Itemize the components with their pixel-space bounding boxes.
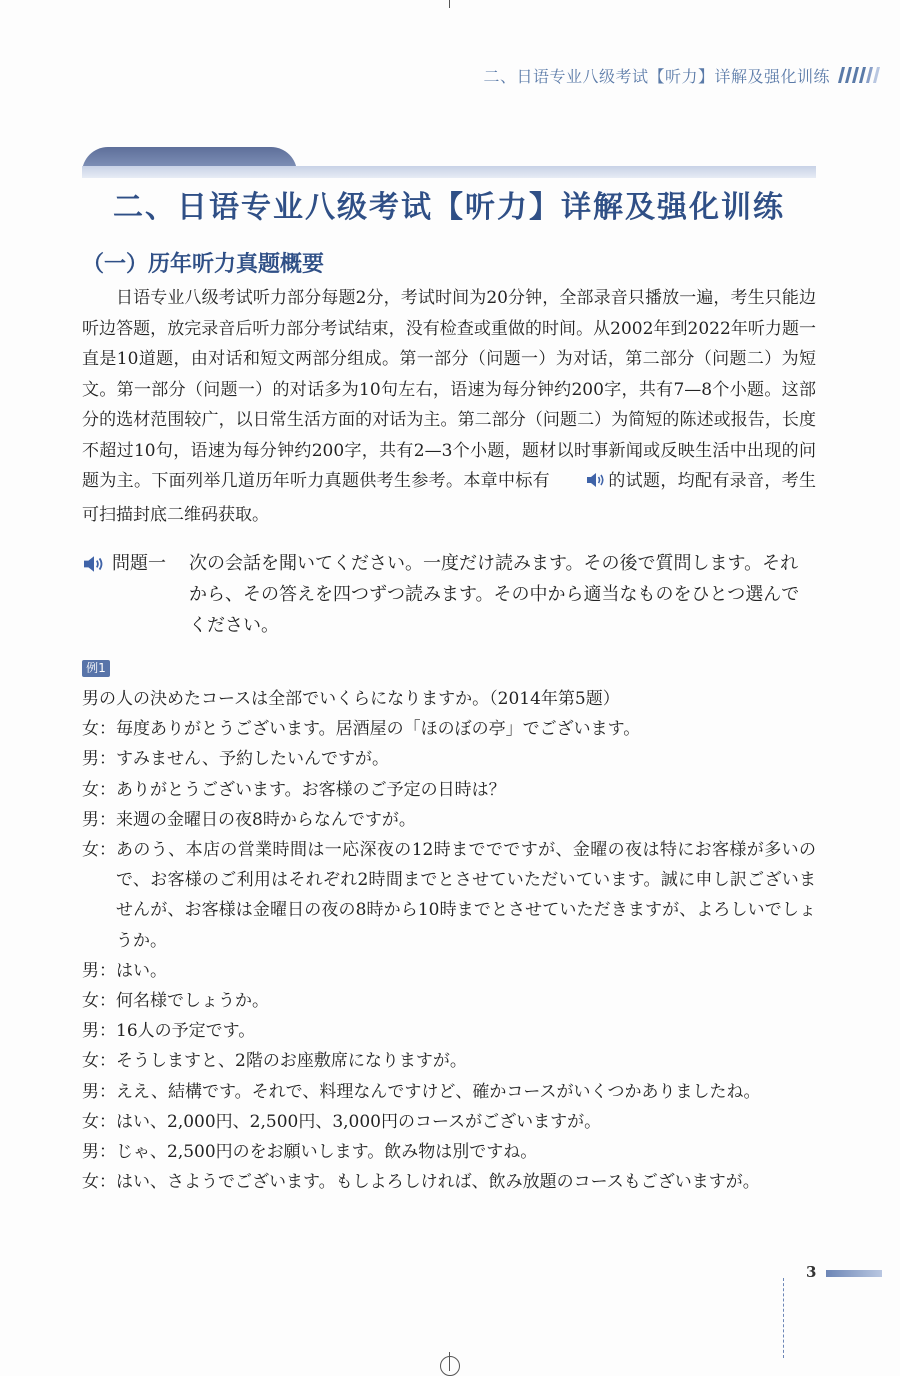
speaker-label: 女： [82, 1111, 116, 1132]
speaker-label: 女： [82, 1051, 116, 1072]
mondai-label: 問題一 [112, 553, 166, 574]
dialogue-line [82, 986, 816, 1016]
speaker-label: 女： [82, 1172, 116, 1193]
speaker-label: 男： [82, 960, 116, 981]
margin-dashed-line [783, 1278, 784, 1358]
speaker-label: 女： [82, 719, 116, 740]
dialogue-line [82, 1167, 816, 1197]
dialogue-line [82, 805, 816, 835]
speaker-label: 女： [82, 991, 116, 1012]
utterance: 毎度ありがとうございます。居酒屋の「ほのぼの亭」でございます。 [116, 719, 641, 740]
title-banner-rule [82, 166, 816, 178]
running-header: 二、日语专业八级考试【听力】详解及强化训练 [483, 67, 830, 86]
speaker-icon [552, 469, 606, 500]
utterance: はい、さようでございます。もしよろしければ、飲み放題のコースもございますが。 [116, 1172, 760, 1193]
dialogue-line [82, 1137, 816, 1167]
dialogue [82, 684, 816, 1197]
utterance: 来週の金曜日の夜8時からなんですが。 [116, 809, 416, 830]
speaker-label: 女： [82, 840, 116, 861]
utterance: ありがとうございます。お客様のご予定の日時は？ [116, 779, 506, 800]
utterance: あのう、本店の営業時間は一応深夜の12時まででですが、金曜の夜は特にお客様が多いので、お客様のご利用はそれぞれ2時間までとさせていただいています。誠に申し訳ございませんが、お客様は金曜日の夜の8時から10時までとさせていただきますが、よろしいでしょうか。 [116, 840, 816, 951]
utterance: 16人の予定です。 [116, 1021, 256, 1042]
dialogue-line [82, 714, 816, 744]
utterance: じゃ、2,500円のをお願いします。飲み物は別ですね。 [116, 1142, 538, 1163]
intro-paragraph [82, 283, 816, 530]
dialogue-line [82, 956, 816, 986]
speaker-label: 男： [82, 1021, 116, 1042]
speaker-label: 男： [82, 1142, 116, 1163]
page-number-bar [826, 1270, 882, 1277]
utterance: はい、2,000円、2,500円、3,000円のコースがございますが。 [116, 1111, 602, 1132]
speaker-label: 女： [82, 779, 116, 800]
intro-text-end: 的试题，均配有录音，考生可扫描封底二维码获取。 [82, 471, 816, 525]
dialogue-line [82, 1016, 816, 1046]
section-title: 二、日语专业八级考试【听力】详解及强化训练 [113, 190, 785, 225]
dialogue-line [82, 835, 816, 956]
utterance: ええ、結構です。それで、料理なんですけど、確かコースがいくつかありましたね。 [116, 1081, 761, 1102]
mondai-text: 次の会話を聞いてください。一度だけ読みます。その後で質問します。それから、その答えを四つずつ読みます。その中から適当なものをひとつ選んでください。 [189, 553, 800, 636]
dialogue-line [82, 1077, 816, 1107]
speaker-label: 男： [82, 749, 116, 770]
registration-mark [440, 1356, 460, 1376]
dialogue-line [82, 775, 816, 805]
speaker-label: 男： [82, 1081, 116, 1102]
mondai-instructions [82, 548, 816, 641]
utterance: そうしますと、2階のお座敷席になりますが。 [116, 1051, 467, 1072]
dialogue-line [82, 1046, 816, 1076]
utterance: すみません、予約したいんですが。 [116, 749, 390, 770]
utterance: 何名様でしょうか。 [116, 991, 269, 1012]
example-badge: 例1 [82, 660, 110, 677]
header-stripes-decoration [834, 67, 884, 83]
crop-mark-top [449, 0, 450, 8]
question-text: 男の人の決めたコースは全部でいくらになりますか。（2014年第5题） [82, 689, 620, 709]
dialogue-line [82, 1107, 816, 1137]
intro-text: 日语专业八级考试听力部分每题2分，考试时间为20分钟，全部录音只播放一遍，考生只能边听边答题，放完录音后听力部分考试结束，没有检查或重做的时间。从2002年到2022年听力题一直是10道题，由对话和短文两部分组成。第一部分（问题一）为对话，第二部分（问题二）为短文。第一部分（问题一）的对话多为10句左右，语速为每分钟约200字，共有7—8个小题。这部分的选材范围较广，以日常生活方面的对话为主。第二部分（问题二）为简短的陈述或报告，长度不超过10句，语速为每分钟约200字，共有2—3个小题，题材以时事新闻或反映生活中出现的问题为主。下面列举几道历年听力真题供考生参考。本章中标有 [82, 288, 816, 491]
speaker-icon [82, 553, 106, 584]
subsection-title: （一）历年听力真题概要 [82, 252, 325, 277]
speaker-label: 男： [82, 809, 116, 830]
utterance: はい。 [116, 960, 167, 981]
dialogue-line [82, 744, 816, 774]
page-number: 3 [806, 1263, 817, 1281]
